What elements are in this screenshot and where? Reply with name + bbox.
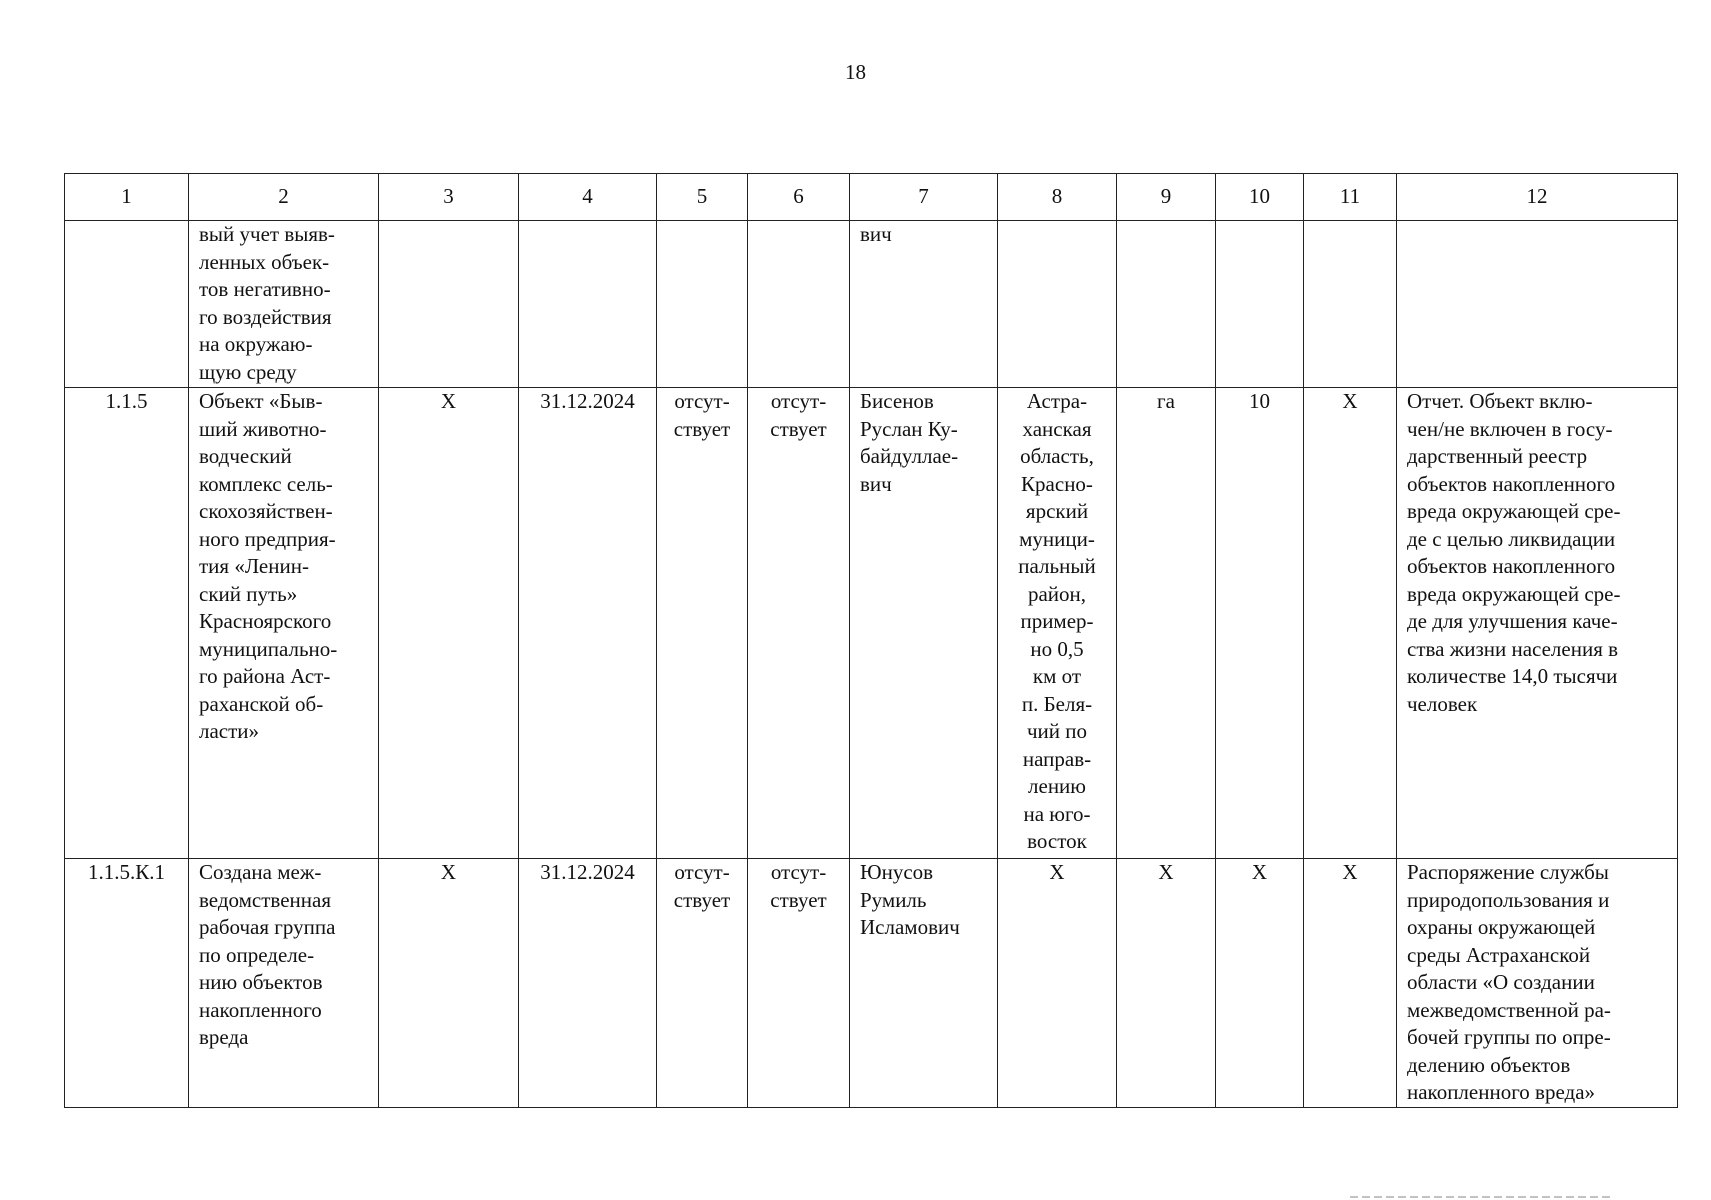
table-row	[65, 859, 1678, 1108]
column-header: 7	[850, 174, 998, 221]
cell-text: 1.1.5	[105, 389, 148, 413]
table-cell	[850, 388, 998, 859]
table-cell	[65, 859, 189, 1108]
cell-text: Астра- ханская область, Красно- ярский муници- пальный район, пример- но 0,5 км от п. Беля- чий по направ- лению на юго- восток	[1018, 389, 1096, 853]
page-number: 18	[845, 60, 866, 84]
column-header: 2	[189, 174, 379, 221]
cell-text: Х	[1342, 389, 1358, 413]
cell-text: 31.12.2024	[540, 389, 635, 413]
table-cell	[657, 859, 748, 1108]
cell-text: Х	[440, 860, 457, 884]
table-cell	[379, 859, 519, 1108]
cell-text: 31.12.2024	[540, 860, 635, 884]
cell-text: Х	[440, 389, 457, 413]
column-header: 12	[1397, 174, 1678, 221]
table-cell	[1304, 221, 1397, 388]
cell-text: Бисенов Руслан Ку- байдуллае- вич	[860, 389, 959, 496]
table-cell	[1117, 388, 1216, 859]
table-cell	[1397, 388, 1678, 859]
table-cell	[748, 388, 850, 859]
table-cell	[189, 221, 379, 388]
column-header: 10	[1216, 174, 1304, 221]
cell-text: Х	[1342, 860, 1358, 884]
cell-text: отсут- ствует	[673, 389, 731, 441]
cell-text: отсут- ствует	[770, 860, 827, 912]
cell-text: 10	[1249, 389, 1270, 413]
table-cell	[657, 388, 748, 859]
column-header: 5	[657, 174, 748, 221]
table-cell	[189, 388, 379, 859]
cell-text: Отчет. Объект вклю- чен/не включен в госу- дарственный реестр объектов накопленного вреда окружающей сре- де с целью ликвидации объектов накопленного вреда окружающей сре- де для улучшения каче- ства жизни населения в количестве 14,0 тысячи человек	[1407, 389, 1621, 716]
table-cell	[519, 388, 657, 859]
table-cell	[65, 388, 189, 859]
table-cell	[1216, 859, 1304, 1108]
cell-text: отсут- ствует	[673, 860, 731, 912]
cell-text: вич	[860, 222, 892, 246]
table-cell	[379, 388, 519, 859]
table-cell	[1117, 859, 1216, 1108]
scan-artifact	[1350, 1196, 1610, 1198]
table-cell	[379, 221, 519, 388]
table-cell	[1117, 221, 1216, 388]
column-header: 8	[998, 174, 1117, 221]
table-cell	[1397, 221, 1678, 388]
cell-text: Объект «Быв- ший животно- водческий комплекс сель- скохозяйствен- ного предприя- тия «Ленин- ский путь» Красноярского муниципально- го района Аст- раханской об- ласти»	[199, 389, 338, 743]
table-cell	[850, 859, 998, 1108]
header-row	[65, 174, 1678, 221]
column-header: 1	[65, 174, 189, 221]
column-header: 11	[1304, 174, 1397, 221]
table-cell	[1216, 221, 1304, 388]
table-cell	[998, 388, 1117, 859]
data-table	[64, 173, 1678, 1108]
table-cell	[1304, 859, 1397, 1108]
cell-text: 1.1.5.К.1	[87, 860, 165, 884]
table-cell	[657, 221, 748, 388]
table-cell	[519, 221, 657, 388]
table-cell	[748, 221, 850, 388]
table-cell	[1397, 859, 1678, 1108]
table-cell	[189, 859, 379, 1108]
table-row	[65, 221, 1678, 388]
cell-text: Создана меж- ведомственная рабочая группа по определе- нию объектов накопленного вреда	[199, 860, 336, 1049]
table-cell	[1216, 388, 1304, 859]
cell-text: Распоряжение службы природопользования и охраны окружающей среды Астраханской области «О создании межведомственной ра- бочей группы по опре- делению объектов накопленного вреда»	[1407, 860, 1611, 1104]
cell-text: отсут- ствует	[770, 389, 827, 441]
table-cell	[519, 859, 657, 1108]
column-header: 3	[379, 174, 519, 221]
table-cell	[1304, 388, 1397, 859]
table-cell	[998, 859, 1117, 1108]
cell-text: Х	[1049, 860, 1065, 884]
table-cell	[998, 221, 1117, 388]
column-header: 6	[748, 174, 850, 221]
cell-text: Х	[1251, 860, 1268, 884]
cell-text: вый учет выяв- ленных объек- тов негативно- го воздействия на окружаю- щую среду	[199, 222, 335, 384]
column-header: 9	[1117, 174, 1216, 221]
column-header: 4	[519, 174, 657, 221]
table-cell	[65, 221, 189, 388]
cell-text: Юнусов Румиль Исламович	[860, 860, 960, 939]
table-cell	[748, 859, 850, 1108]
cell-text: Х	[1158, 860, 1174, 884]
cell-text: га	[1157, 389, 1175, 413]
table-cell	[850, 221, 998, 388]
table-row	[65, 388, 1678, 859]
